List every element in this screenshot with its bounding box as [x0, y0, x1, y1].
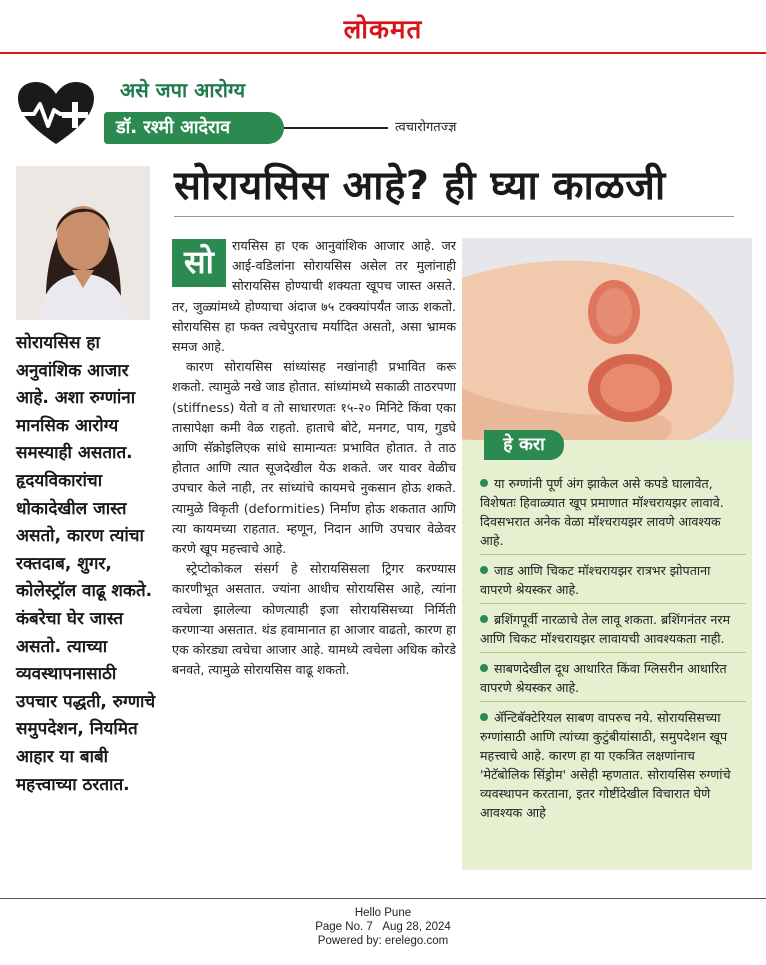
- tips-list: [480, 474, 746, 832]
- issue-date: Aug 28, 2024: [382, 921, 451, 933]
- tips-heading: हे करा: [484, 430, 564, 460]
- footer: [0, 906, 766, 948]
- powered-by: Powered by: erelego.com: [317, 935, 449, 947]
- masthead-rule: [0, 52, 766, 54]
- bullet-icon: [480, 566, 488, 574]
- list-item: [480, 561, 746, 604]
- heart-plus-icon: [16, 80, 96, 148]
- list-item: [480, 474, 746, 555]
- psoriasis-elbow-photo: [462, 238, 752, 448]
- tip-text: या रुग्णांनी पूर्ण अंग झाकेल असे कपडे घालावेत, विशेषतः हिवाळ्यात खूप प्रमाणात मॉश्चरायझर लावावे. दिवसभरात अनेक वेळा मॉश्चरायझर लावणे आवश्यक आहे.: [480, 476, 724, 548]
- bullet-icon: [480, 664, 488, 672]
- article-paragraph: कारण सोरायसिस सांध्यांसह नखांनाही प्रभावित करू शकतो. त्यामुळे नखे जाड होतात. सांध्यांमध्ये सकाळी ताठरपणा (stiffness) येतो व तो साधारणतः १५-२० मिनिटे किंवा एका तासापेक्षा कमी वेळ राहतो. हाताचे बोटे, मनगट, पाय, गुडघे आणि सॅक्रोइलिएक सांधे सामान्यतः प्रभावित होतात. ते ताठ होतात आणि त्यात सूजदेखील येऊ शकते. जर यावर वेळीच उपचार केले नाही, तर सांध्यांचे कायमचे नुकसान होऊ शकते. त्यामुळे विकृती (deformities) निर्माण होऊ शकतात आणि त्या कायमच्या राहतात. म्हणून, निदान आणि उपचार वेळेवर करणे खूप महत्त्वाचे आहे.: [172, 359, 456, 557]
- list-item: [480, 610, 746, 653]
- drop-cap: सो: [172, 239, 226, 287]
- tip-text: ॲन्टिबॅक्टेरियल साबण वापरुच नये. सोरायसिसच्या रुग्णांसाठी आणि त्यांच्या कुटुंबीयांसाठी, समुपदेशन खूप महत्त्वाचे आहे. कारण हा या एकत्रित लक्षणांनाच 'मेटॅबोलिक सिंड्रोम' असेही म्हणतात. सोरायसिस रुग्णांचे व्यवस्थापन करताना, इतर गोष्टींदेखील विचारात घेणे आवश्यक आहे: [480, 710, 731, 820]
- footer-rule: [0, 898, 766, 899]
- sidebar-summary: सोरायसिस हा अनुवांशिक आजार आहे. अशा रुग्णांना मानसिक आरोग्य समस्याही असतात. हृदयविकारांचा धोकादेखील जास्त असतो, कारण त्यांचा रक्तदाब, शुगर, कोलेस्ट्रॉल वाढू शकते. कंबरेचा घेर जास्त असतो. त्याच्या व्यवस्थापनासाठी उपचार पद्धती, रुग्णाचे समुपदेशन, नियमित आहार या बाबी महत्त्वाच्या ठरतात.: [16, 333, 156, 795]
- list-item: [480, 708, 746, 826]
- author-name: डॉ. रश्मी आदेराव: [104, 112, 284, 144]
- list-item: [480, 659, 746, 702]
- edition-name: Hello Pune: [354, 907, 412, 919]
- author-photo: [16, 166, 150, 320]
- tip-text: जाड आणि चिकट मॉश्चरायझर रात्रभर झोपताना वापरणे श्रेयस्कर आहे.: [480, 563, 711, 597]
- bullet-icon: [480, 615, 488, 623]
- article-paragraph: स्ट्रेप्टोकोकल संसर्ग हे सोरायसिसला ट्रिगर करण्यास कारणीभूत असतात. ज्यांना आधीच सोरायसिस आहे, त्यांना त्वचेला झालेल्या कोणत्याही इजा सोरायसिसच्या निर्मिती करणाऱ्या असतात. थंड हवामानात हा आजार वाढतो, कारण हा एक कोरड्या त्वचेचा आजार आहे. यामध्ये त्वचेला अधिक कोरडे बनवते, त्यामुळे सोरायसिस वाढू शकतो.: [172, 561, 456, 678]
- tip-text: ब्रशिंगपूर्वी नारळाचे तेल लावू शकता. ब्रशिंगनंतर नरम आणि चिकट मॉश्चरायझर लावायची आवश्यकता नाही.: [480, 612, 731, 646]
- page-info: [0, 920, 766, 934]
- headline-divider: [174, 216, 734, 217]
- article-body: [172, 236, 456, 680]
- bullet-icon: [480, 713, 488, 721]
- masthead: [0, 0, 766, 50]
- page-number: Page No. 7: [315, 921, 373, 933]
- article-headline: सोरायसिस आहे? ही घ्या काळजी: [174, 163, 666, 209]
- article-paragraph: रायसिस हा एक आनुवांशिक आजार आहे. जर आई-वडिलांना सोरायसिस असेल तर मुलांनाही सोरायसिस होण्याची शक्यता खूपच जास्त असते. तर, जुळ्यांमध्ये होण्याचा अंदाज ७५ टक्क्यांपर्यंत जाऊ शकतो. सोरायसिस हा फक्त त्वचेपुरताच मर्यादित असतो, असा भ्रामक समज आहे.: [172, 238, 456, 355]
- author-role: त्वचारोगतज्ज्ञ: [395, 120, 457, 135]
- bullet-icon: [480, 479, 488, 487]
- tip-text: साबणदेखील दूध आधारित किंवा ग्लिसरीन आधारित वापरणे श्रेयस्कर आहे.: [480, 661, 727, 695]
- column-title: असे जपा आरोग्य: [120, 78, 246, 102]
- newspaper-logo: लोकमत: [343, 15, 423, 45]
- author-divider: [284, 127, 388, 129]
